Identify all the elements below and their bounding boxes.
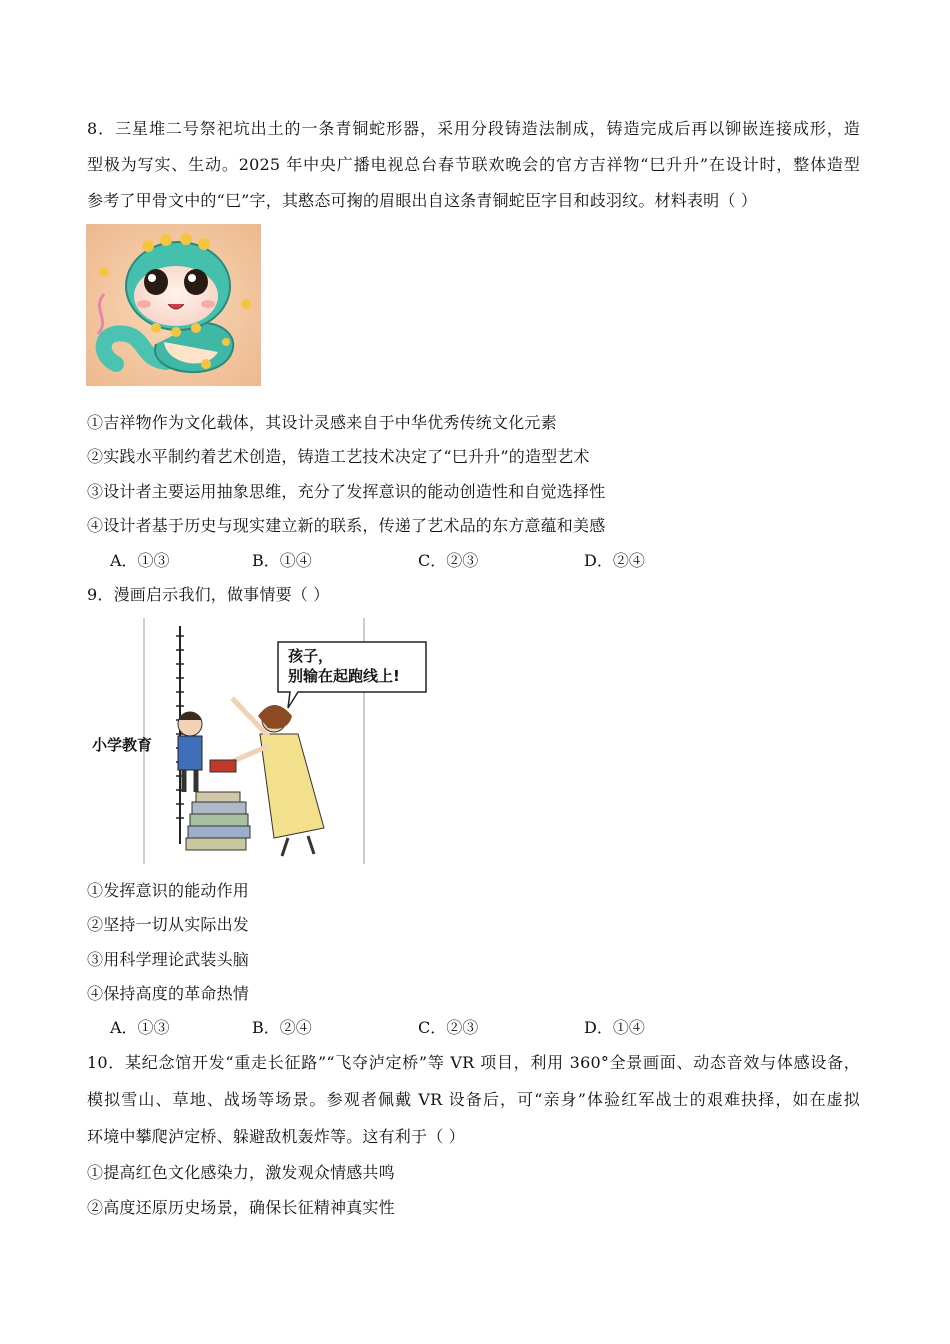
q9-option-b[interactable]: B．②④ (252, 1018, 312, 1037)
q8-statement-1: ①吉祥物作为文化载体，其设计灵感来自于中华优秀传统文化元素 (87, 413, 557, 432)
q9-stem: 9．漫画启示我们，做事情要（ ） (87, 585, 330, 604)
q9-option-d[interactable]: D．①④ (584, 1018, 645, 1037)
cartoon-bubble-line-2: 别输在起跑线上! (288, 667, 400, 685)
mascot-snake-image (86, 224, 261, 386)
q9-option-a[interactable]: A．①③ (110, 1018, 170, 1037)
q8-option-a[interactable]: A．①③ (110, 551, 170, 570)
q8-option-c[interactable]: C．②③ (418, 551, 479, 570)
q10-stem-line-3: 环境中攀爬泸定桥、躲避敌机轰炸等。这有利于（ ） (87, 1127, 465, 1146)
cartoon-side-label: 小学教育 (92, 736, 153, 754)
q10-statement-1: ①提高红色文化感染力，激发观众情感共鸣 (87, 1163, 395, 1182)
q8-option-d[interactable]: D．②④ (584, 551, 645, 570)
q8-statement-2: ②实践水平制约着艺术创造，铸造工艺技术决定了“巳升升”的造型艺术 (87, 447, 590, 466)
q9-statement-3: ③用科学理论武装头脑 (87, 950, 250, 969)
q8-option-b[interactable]: B．①④ (252, 551, 312, 570)
q8-statement-4: ④设计者基于历史与现实建立新的联系，传递了艺术品的东方意蕴和美感 (87, 516, 606, 535)
q9-statement-1: ①发挥意识的能动作用 (87, 881, 250, 900)
q10-stem-line-1: 10．某纪念馆开发“重走长征路”“飞夺泸定桥”等 VR 项目，利用 360°全景画面、动态音效与体感设备， (87, 1053, 860, 1072)
q9-option-c[interactable]: C．②③ (418, 1018, 479, 1037)
q8-stem-line-2: 型极为写实、生动。2025 年中央广播电视总台春节联欢晚会的官方吉祥物“巳升升”在设计时，整体造型 (87, 155, 860, 174)
q10-statement-2: ②高度还原历史场景，确保长征精神真实性 (87, 1198, 395, 1217)
q8-statement-3: ③设计者主要运用抽象思维，充分了发挥意识的能动创造性和自觉选择性 (87, 482, 606, 501)
q9-cartoon (92, 616, 432, 866)
q8-stem-line-3: 参考了甲骨文中的“巳”字，其憨态可掬的眉眼出自这条青铜蛇臣字目和歧羽纹。材料表明（ ） (87, 191, 758, 210)
cartoon-bubble-line-1: 孩子， (288, 647, 334, 665)
q8-stem-line-1: 8．三星堆二号祭祀坑出土的一条青铜蛇形器，采用分段铸造法制成，铸造完成后再以铆嵌连接成形，造 (87, 119, 860, 138)
q10-stem-line-2: 模拟雪山、草地、战场等场景。参观者佩戴 VR 设备后，可“亲身”体验红军战士的艰难抉择，如在虚拟 (87, 1090, 860, 1109)
q9-statement-2: ②坚持一切从实际出发 (87, 915, 250, 934)
q9-statement-4: ④保持高度的革命热情 (87, 984, 250, 1003)
